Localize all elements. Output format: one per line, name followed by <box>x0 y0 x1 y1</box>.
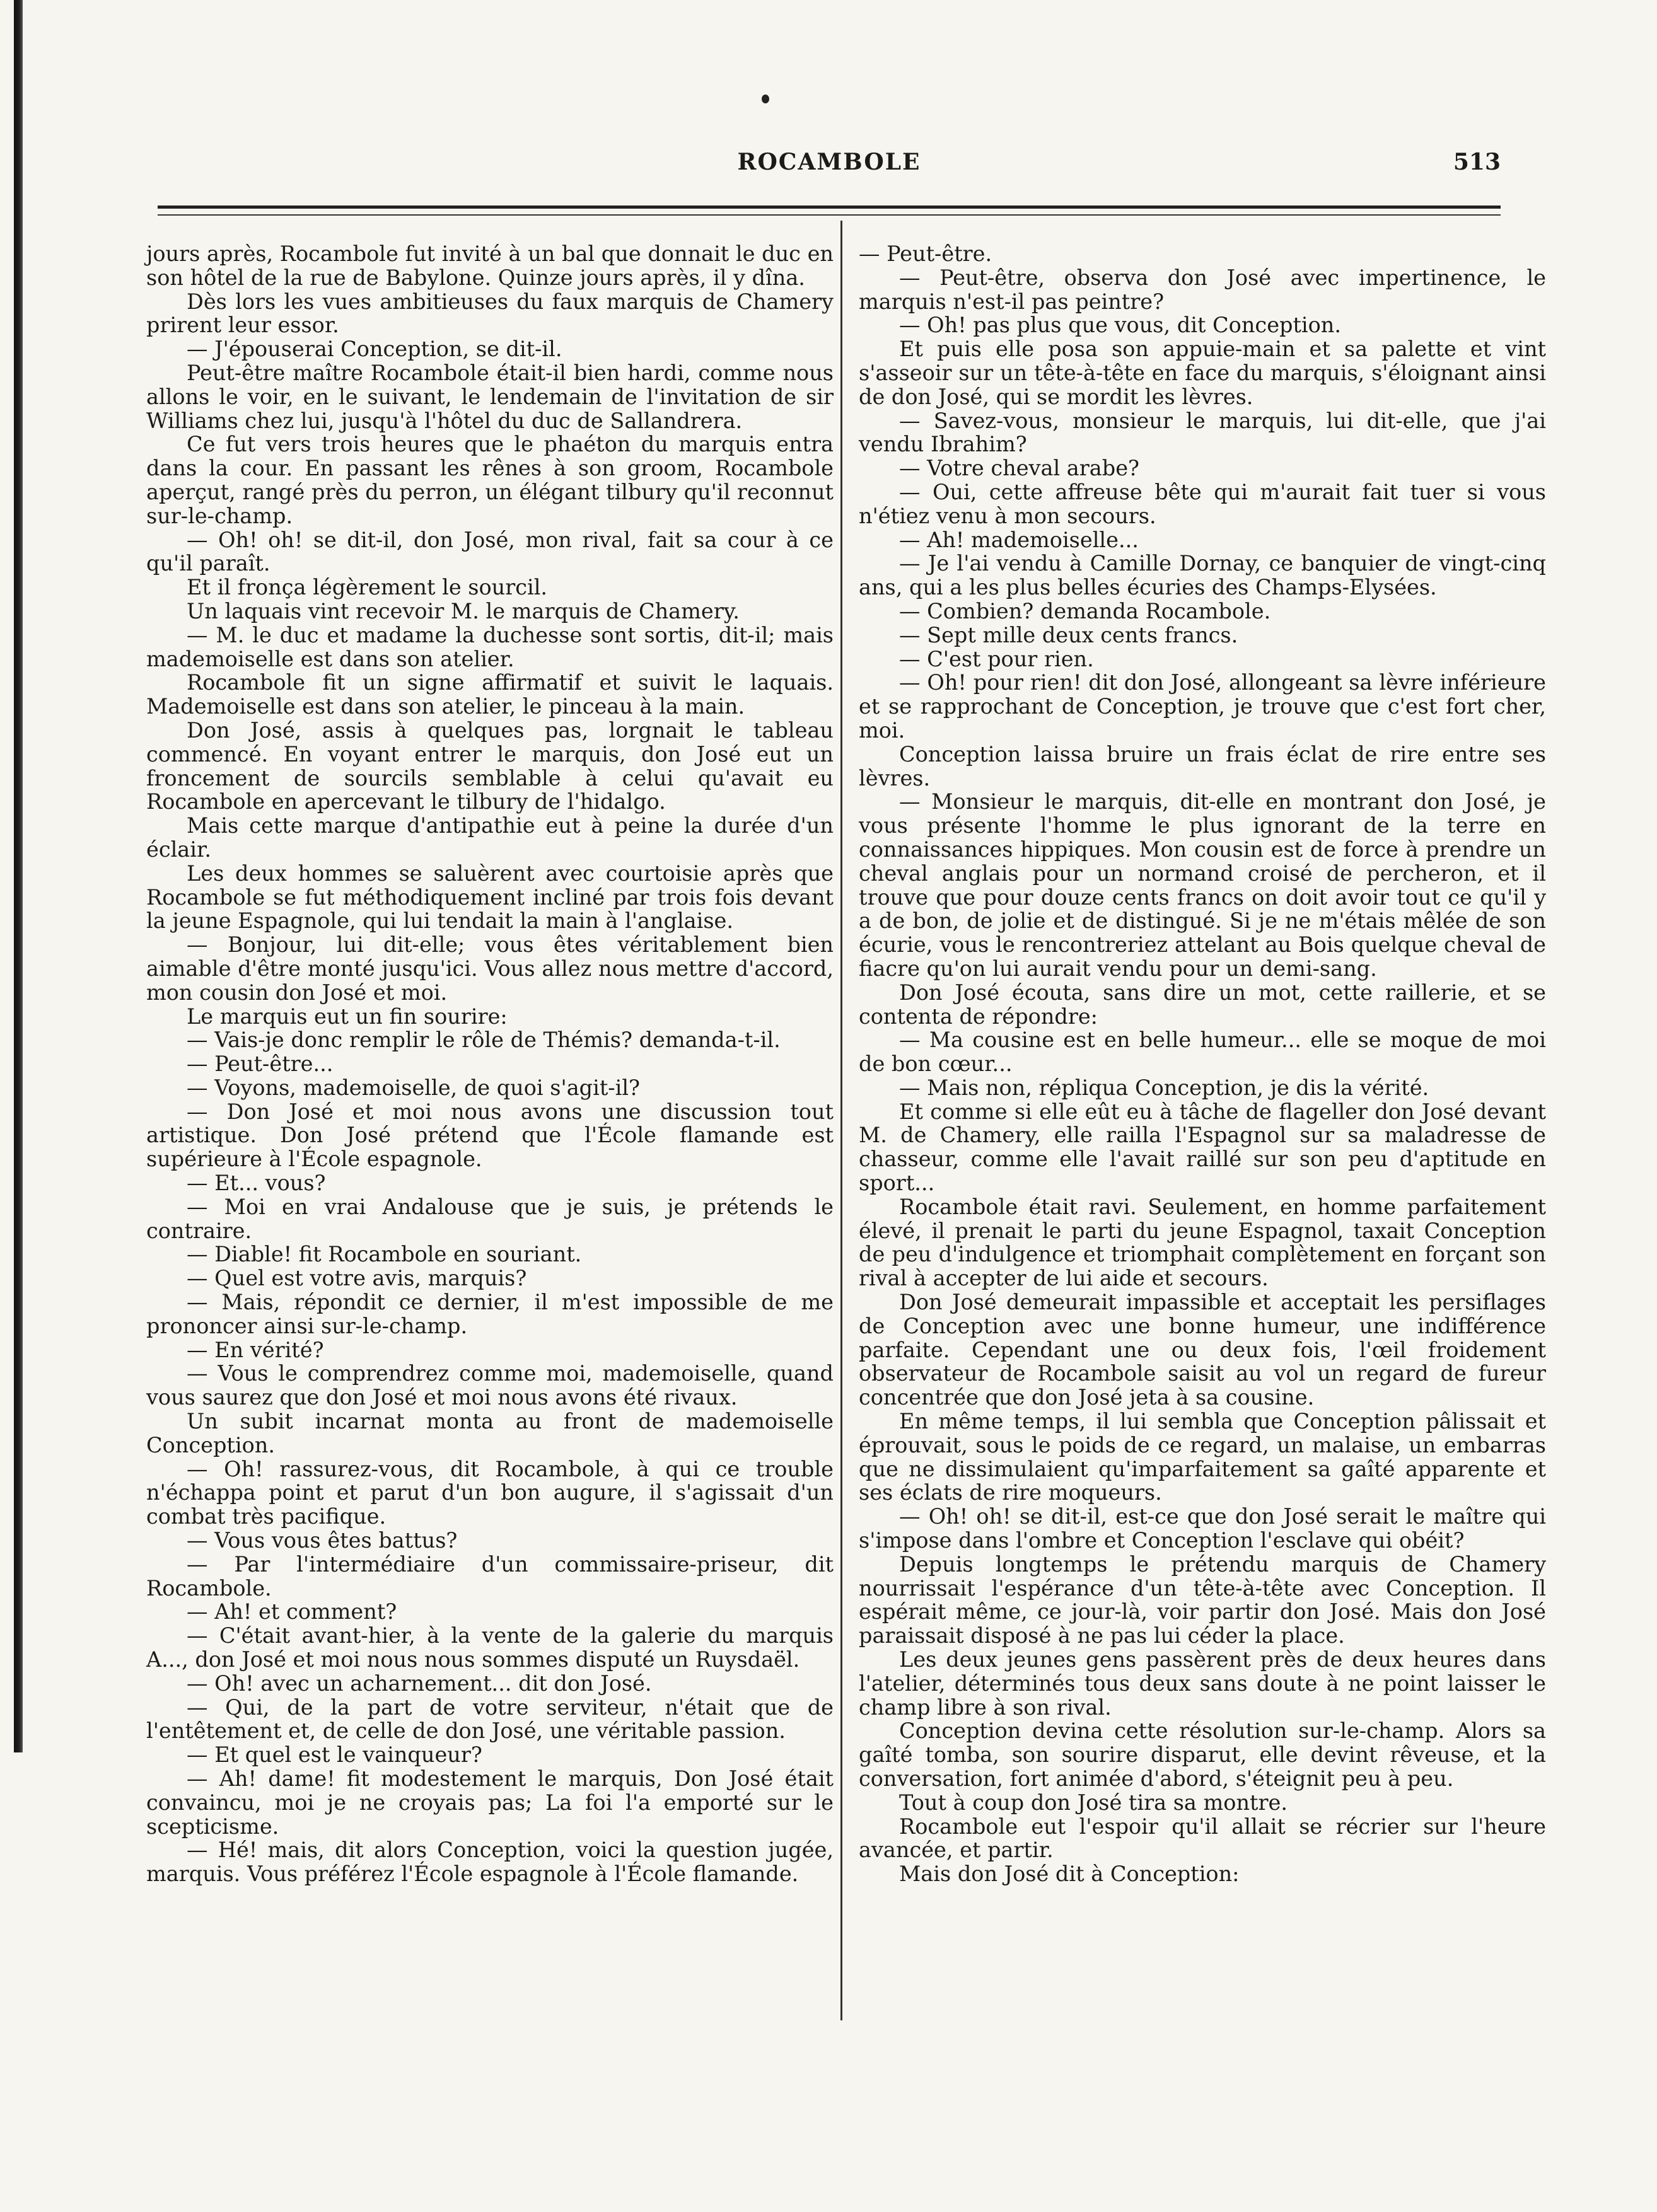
paragraph: Conception devina cette résolution sur-le-champ. Alors sa gaîté tomba, son sourire disparut, elle devint rêveuse, et la conversation, fort animée d'abord, s'éteignit peu à peu. <box>859 1718 1546 1791</box>
paragraph: — Voyons, mademoiselle, de quoi s'agit-il? <box>187 1075 640 1100</box>
paragraph: — Oh! oh! se dit-il, est-ce que don José serait le maître qui s'impose dans l'ombre et Conception l'esclave qui obéit? <box>859 1504 1546 1553</box>
header-rule-thin <box>158 214 1501 216</box>
paragraph: — Sept mille deux cents francs. <box>899 622 1238 647</box>
paragraph: — Hé! mais, dit alors Conception, voici la question jugée, marquis. Vous préférez l'École espagnole à l'École flamande. <box>146 1838 834 1887</box>
paragraph: Depuis longtemps le prétendu marquis de Chamery nourrissait l'espérance d'un tête-à-tête avec Conception. Il espérait même, ce jour-là, voir partir don José. Mais don José paraissait disposé à ne pas lui céder la place. <box>859 1551 1546 1648</box>
paragraph: — Oh! rassurez-vous, dit Rocambole, à qui ce trouble n'échappa point et parut d'un bon augure, il s'agissait d'un combat très pacifique. <box>146 1456 834 1529</box>
paragraph: — Combien? demanda Rocambole. <box>899 598 1271 623</box>
paragraph: Conception laissa bruire un frais éclat de rire entre ses lèvres. <box>859 741 1546 790</box>
paragraph: Et comme si elle eût eu à tâche de flageller don José devant M. de Chamery, elle railla l'Espagnol sur sa maladresse de chasseur, comme elle l'avait raillé sur son peu d'aptitude en sport... <box>859 1099 1546 1196</box>
paragraph: — Mais, répondit ce dernier, il m'est impossible de me prononcer ainsi sur-le-champ. <box>146 1290 834 1338</box>
paragraph: — Oui, cette affreuse bête qui m'aurait fait tuer si vous n'étiez venu à mon secours. <box>859 479 1546 528</box>
paragraph: Don José demeurait impassible et acceptait les persiflages de Conception avec une bonne humeur, une indifférence parfaite. Cependant une ou deux fois, l'œil froidement observateur de Rocambole saisit au vol un regard de fureur concentrée que don José jeta à sa cousine. <box>859 1290 1546 1410</box>
paragraph: — Votre cheval arabe? <box>899 456 1139 481</box>
paragraph: — Savez-vous, monsieur le marquis, lui dit-elle, que j'ai vendu Ibrahim? <box>859 408 1546 457</box>
paragraph: Ce fut vers trois heures que le phaéton du marquis entra dans la cour. En passant les rênes à son groom, Rocambole aperçut, rangé près du perron, un élégant tilbury qu'il reconnut sur-le-champ. <box>146 432 834 528</box>
paragraph: — Vous vous êtes battus? <box>187 1528 458 1553</box>
running-title: ROCAMBOLE <box>737 149 921 175</box>
paragraph: En même temps, il lui sembla que Conception pâlissait et éprouvait, sous le poids de ce regard, un malaise, un embarras que ne dissimulaient qu'imparfaitement sa gaîté apparente et ses éclats de rire moqueurs. <box>859 1409 1546 1505</box>
page-number: 513 <box>1453 149 1501 175</box>
paragraph: Les deux jeunes gens passèrent près de deux heures dans l'atelier, déterminés tous deux sans doute à ne point laisser le champ libre à son rival. <box>859 1647 1546 1720</box>
paragraph: — Oh! oh! se dit-il, don José, mon rival, fait sa cour à ce qu'il paraît. <box>146 527 834 576</box>
header-rule-thick <box>158 206 1501 209</box>
paragraph: — En vérité? <box>187 1337 324 1362</box>
paragraph: — Bonjour, lui dit-elle; vous êtes véritablement bien aimable d'être monté jusqu'ici. Vous allez nous mettre d'accord, mon cousin don José et moi. <box>146 932 834 1005</box>
paragraph: Rocambole était ravi. Seulement, en homme parfaitement élevé, il prenait le parti du jeune Espagnol, taxait Conception de peu d'indulgence et triomphait complètement en forçant son rival à accepter de lui aide et secours. <box>859 1194 1546 1291</box>
paragraph: jours après, Rocambole fut invité à un bal que donnait le duc en son hôtel de la rue de Babylone. Quinze jours après, il y dîna. <box>146 241 834 290</box>
left-text-column <box>146 242 834 1886</box>
paragraph: — Ah! mademoiselle... <box>899 527 1139 552</box>
page-binding-edge <box>14 0 23 1752</box>
paragraph: — Vous le comprendrez comme moi, mademoiselle, quand vous saurez que don José et moi nous avons été rivaux. <box>146 1361 834 1410</box>
paragraph: — Peut-être, observa don José avec impertinence, le marquis n'est-il pas peintre? <box>859 265 1546 314</box>
paragraph: Un laquais vint recevoir M. le marquis de Chamery. <box>187 598 740 623</box>
paragraph: — Oh! avec un acharnement... dit don José. <box>187 1671 652 1696</box>
right-text-column <box>859 242 1546 1886</box>
paragraph: Dès lors les vues ambitieuses du faux marquis de Chamery prirent leur essor. <box>146 289 834 338</box>
paragraph: Mais cette marque d'antipathie eut à peine la durée d'un éclair. <box>146 813 834 862</box>
paragraph: — Ma cousine est en belle humeur... elle se moque de moi de bon cœur... <box>859 1028 1546 1077</box>
column-divider <box>840 221 842 2020</box>
paragraph: — Monsieur le marquis, dit-elle en montrant don José, je vous présente l'homme le plus ignorant de la terre en connaissances hippiques. Mon cousin est de force à prendre un cheval anglais pour un normand croisé de percheron, et il trouve que pour douze cents francs on doit avoir tout ce qu'il y a de bon, de jolie et de distingué. Si je ne m'étais mêlée de son écurie, vous le rencontreriez attelant au Bois quelque cheval de fiacre qu'on lui aurait vendu pour un demi-sang. <box>859 789 1546 981</box>
paragraph: Le marquis eut un fin sourire: <box>187 1004 508 1029</box>
paragraph: Rocambole fit un signe affirmatif et suivit le laquais. Mademoiselle est dans son atelier, le pinceau à la main. <box>146 670 834 719</box>
paragraph: Mais don José dit à Conception: <box>899 1862 1240 1887</box>
paragraph: Don José écouta, sans dire un mot, cette raillerie, et se contenta de répondre: <box>859 980 1546 1029</box>
paragraph: — Ah! dame! fit modestement le marquis, Don José était convaincu, moi je ne croyais pas; La foi l'a emporté sur le scepticisme. <box>146 1766 834 1839</box>
paragraph: Rocambole eut l'espoir qu'il allait se récrier sur l'heure avancée, et partir. <box>859 1814 1546 1863</box>
paragraph: — Et quel est le vainqueur? <box>187 1742 482 1768</box>
paragraph: Tout à coup don José tira sa montre. <box>899 1790 1288 1815</box>
paragraph: Et il fronça légèrement le sourcil. <box>187 575 548 600</box>
paragraph: — Et... vous? <box>187 1171 326 1196</box>
ink-speck <box>762 95 769 103</box>
paragraph: — Par l'intermédiaire d'un commissaire-priseur, dit Rocambole. <box>146 1551 834 1601</box>
paragraph: — Peut-être. <box>859 241 992 266</box>
paragraph: — C'est pour rien. <box>899 646 1094 671</box>
paragraph: — Ah! et comment? <box>187 1599 397 1624</box>
paragraph: — J'épouserai Conception, se dit-il. <box>187 337 562 362</box>
paragraph: — Don José et moi nous avons une discussion tout artistique. Don José prétend que l'École flamande est supérieure à l'École espagnole. <box>146 1099 834 1172</box>
paragraph: — C'était avant-hier, à la vente de la galerie du marquis A..., don José et moi nous nous sommes disputé un Ruysdaël. <box>146 1623 834 1672</box>
paragraph: Un subit incarnat monta au front de mademoiselle Conception. <box>146 1409 834 1457</box>
paragraph: — Vais-je donc remplir le rôle de Thémis? demanda-t-il. <box>187 1028 781 1053</box>
paragraph: Les deux hommes se saluèrent avec courtoisie après que Rocambole se fut méthodiquement incliné par trois fois devant la jeune Espagnole, qui lui tendait la main à l'anglaise. <box>146 860 834 934</box>
paragraph: Don José, assis à quelques pas, lorgnait le tableau commencé. En voyant entrer le marquis, don José eut un froncement de sourcils semblable à celui qu'avait eu Rocambole en apercevant le tilbury de l'hidalgo. <box>146 717 834 814</box>
paragraph: — Oh! pour rien! dit don José, allongeant sa lèvre inférieure et se rapprochant de Conception, je trouve que c'est fort cher, moi. <box>859 670 1546 743</box>
paragraph: — Je l'ai vendu à Camille Dornay, ce banquier de vingt-cinq ans, qui a les plus belles écuries des Champs-Elysées. <box>859 551 1546 600</box>
paragraph: — Peut-être... <box>187 1051 334 1077</box>
paragraph: — Moi en vrai Andalouse que je suis, je prétends le contraire. <box>146 1194 834 1243</box>
page-header <box>158 149 1501 187</box>
paragraph: — Qui, de la part de votre serviteur, n'était que de l'entêtement et, de celle de don José, une véritable passion. <box>146 1694 834 1744</box>
paragraph: — Mais non, répliqua Conception, je dis la vérité. <box>899 1075 1429 1100</box>
paragraph: — M. le duc et madame la duchesse sont sortis, dit-il; mais mademoiselle est dans son atelier. <box>146 622 834 671</box>
paragraph: — Oh! pas plus que vous, dit Conception. <box>899 313 1342 338</box>
paragraph: — Quel est votre avis, marquis? <box>187 1266 527 1291</box>
paragraph: — Diable! fit Rocambole en souriant. <box>187 1242 582 1267</box>
paragraph: Peut-être maître Rocambole était-il bien hardi, comme nous allons le voir, en le suivant, le lendemain de l'invitation de sir Williams chez lui, jusqu'à l'hôtel du duc de Sallandrera. <box>146 360 834 433</box>
paragraph: Et puis elle posa son appuie-main et sa palette et vint s'asseoir sur un tête-à-tête en face du marquis, s'éloignant ainsi de don José, qui se mordit les lèvres. <box>859 337 1546 409</box>
